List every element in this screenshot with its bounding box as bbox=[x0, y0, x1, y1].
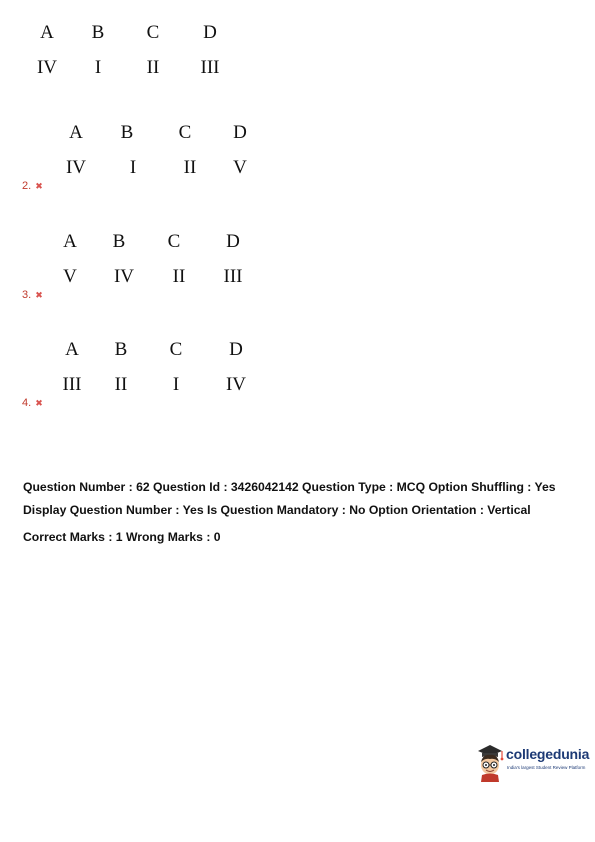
option-2-header-b: B bbox=[120, 122, 134, 143]
wrong-cross-icon: ✖ bbox=[35, 397, 43, 408]
option-2-value-d: V bbox=[233, 157, 247, 178]
option-1-header-b: B bbox=[91, 22, 105, 43]
option-3-header-b: B bbox=[112, 231, 126, 252]
option-2-number bbox=[22, 180, 43, 192]
option-1-value-a: IV bbox=[36, 57, 58, 78]
option-3-value-b: IV bbox=[113, 266, 135, 287]
student-mascot-icon bbox=[474, 742, 506, 782]
option-2-header-a: A bbox=[69, 122, 83, 143]
option-4-number bbox=[22, 397, 43, 409]
option-3-header-c: C bbox=[167, 231, 181, 252]
logo-wordmark: collegedunia bbox=[506, 746, 590, 762]
option-2-header-c: C bbox=[178, 122, 192, 143]
option-3-header-a: A bbox=[63, 231, 77, 252]
option-3-number-label: 3. bbox=[22, 289, 32, 301]
question-meta-line-1: Question Number : 62 Question Id : 3426042142 Question Type : MCQ Option Shuffling : Yes bbox=[23, 480, 556, 494]
option-4-value-a: III bbox=[62, 374, 82, 395]
option-2-header-d: D bbox=[233, 122, 247, 143]
option-1-header-d: D bbox=[203, 22, 217, 43]
collegedunia-logo bbox=[474, 742, 589, 782]
option-3-value-d: III bbox=[223, 266, 243, 287]
option-3-header-d: D bbox=[226, 231, 240, 252]
question-meta-line-2: Display Question Number : Yes Is Question Mandatory : No Option Orientation : Vertical bbox=[23, 503, 531, 517]
option-4-value-b: II bbox=[114, 374, 128, 395]
option-2-number-label: 2. bbox=[22, 180, 32, 192]
option-1-value-b: I bbox=[94, 57, 102, 78]
option-2-value-b: I bbox=[129, 157, 137, 178]
question-meta-line-3: Correct Marks : 1 Wrong Marks : 0 bbox=[23, 530, 221, 544]
option-4-value-c: I bbox=[172, 374, 180, 395]
option-1-value-d: III bbox=[200, 57, 220, 78]
option-2-value-a: IV bbox=[65, 157, 87, 178]
option-4-header-a: A bbox=[65, 339, 79, 360]
option-4-header-c: C bbox=[169, 339, 183, 360]
option-4-number-label: 4. bbox=[22, 397, 32, 409]
option-3-value-a: V bbox=[63, 266, 77, 287]
option-4-value-d: IV bbox=[225, 374, 247, 395]
option-4-header-b: B bbox=[114, 339, 128, 360]
option-3-value-c: II bbox=[172, 266, 186, 287]
option-1-value-c: II bbox=[146, 57, 160, 78]
wrong-cross-icon: ✖ bbox=[35, 289, 43, 300]
option-4-header-d: D bbox=[229, 339, 243, 360]
option-1-header-a: A bbox=[40, 22, 54, 43]
wrong-cross-icon: ✖ bbox=[35, 180, 43, 191]
logo-tagline: India's largest Student Review Platform bbox=[507, 765, 586, 770]
option-3-number bbox=[22, 289, 43, 301]
option-1-header-c: C bbox=[146, 22, 160, 43]
option-2-value-c: II bbox=[183, 157, 197, 178]
